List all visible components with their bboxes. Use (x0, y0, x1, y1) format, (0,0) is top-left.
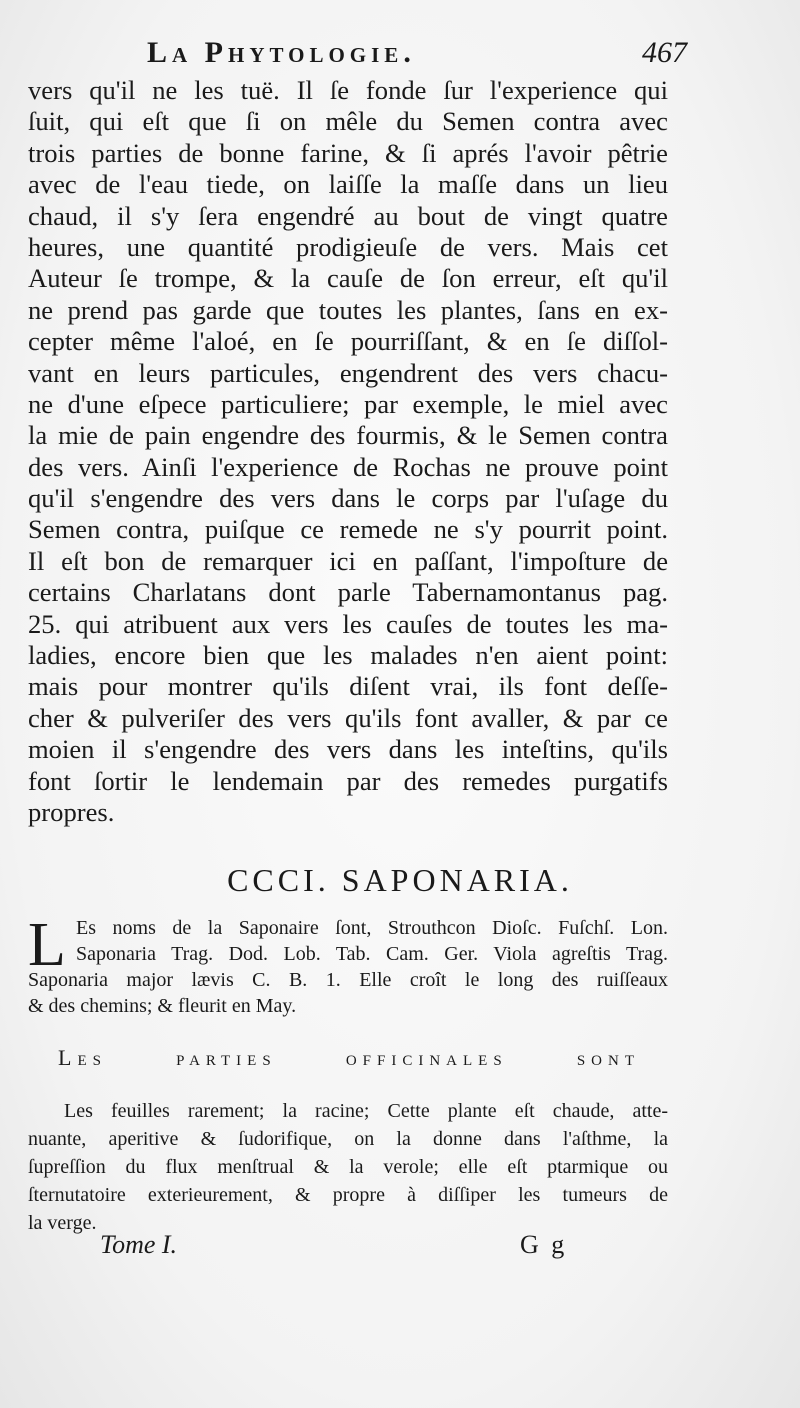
body-line: 25. qui atribuent aux vers les cauſes de toutes les ma- (28, 608, 668, 639)
section-title: CCCI. SAPONARIA. (227, 862, 573, 898)
body-line: propres. (28, 796, 115, 827)
signature-mark: G g (520, 1230, 568, 1259)
body-line: Il eſt bon de remarquer ici en paſſant, l'impoſture de (28, 545, 668, 576)
body-line: ne prend pas garde que toutes les plantes, ſans en ex- (28, 294, 668, 325)
entry-line: Es noms de la Saponaire ſont, Strouthcon Dioſc. Fuſchſ. Lon. (76, 917, 668, 939)
page-number: 467 (642, 36, 687, 69)
body-line: mais pour montrer qu'ils diſent vrai, ils font deſſe- (28, 671, 668, 702)
body-line: cepter même l'aloé, en ſe pourriſſant, & en ſe diſſol- (28, 326, 668, 357)
body-line: Semen contra, puiſque ce remede ne s'y pourrit point. (28, 514, 668, 545)
entry-line: & des chemins; & fleurit en May. (28, 995, 297, 1017)
body-line: heures, une quantité prodigieuſe de vers. Mais cet (28, 231, 668, 262)
entry-line: Saponaria major lævis C. B. 1. Elle croît le long des ruiſſeaux (28, 969, 668, 991)
body-line: trois parties de bonne farine, & ſi aprés l'avoir pêtrie (28, 137, 668, 168)
body-line: ſuit, qui eſt que ſi on mêle du Semen contra avec (28, 106, 668, 137)
entry-line: Saponaria Trag. Dod. Lob. Tab. Cam. Ger. Viola agreſtis Trag. (76, 943, 668, 965)
running-head-title: La Phytologie. (147, 36, 416, 69)
body-text (28, 75, 668, 828)
body-line: Auteur ſe trompe, & la cauſe de ſon erreur, eſt qu'il (28, 263, 668, 294)
parts-line: nuante, aperitive & ſudorifique, on la donne dans l'aſthme, la (28, 1128, 668, 1150)
parts-line: ſternutatoire exterieurement, & propre à diſſiper les tumeurs de (28, 1184, 668, 1206)
body-line: font ſortir le lendemain par des remedes purgatifs (28, 765, 668, 796)
parts-line: Les feuilles rarement; la racine; Cette plante eſt chaude, atte- (64, 1100, 668, 1122)
parts-line: ſupreſſion du flux menſtrual & la verole; elle eſt ptarmique ou (28, 1156, 668, 1178)
running-head (147, 36, 687, 76)
body-line: ne d'une eſpece particuliere; par exemple, le miel avec (28, 388, 668, 419)
body-line: des vers. Ainſi l'experience de Rochas ne prouve point (28, 451, 668, 482)
body-line: vers qu'il ne les tuë. Il ſe fonde ſur l'experience qui (28, 75, 668, 105)
body-line: vant en leurs particules, engendrent des vers chacu- (28, 357, 668, 388)
body-line: ladies, encore bien que les malades n'en aient point: (28, 640, 668, 671)
drop-cap: L (28, 911, 66, 979)
officinal-parts-text (28, 1097, 668, 1237)
body-line: qu'il s'engendre des vers dans le corps par l'uſage du (28, 483, 668, 514)
officinal-parts-heading: Les parties officinales sont (58, 1045, 640, 1070)
volume-label: Tome I. (100, 1230, 178, 1259)
page-footer (100, 1230, 580, 1266)
parts-line: la verge. (28, 1212, 97, 1234)
body-line: la mie de pain engendre des fourmis, & le Semen contra (28, 420, 668, 451)
body-line: cher & pulveriſer des vers qu'ils font avaller, & par ce (28, 702, 668, 733)
body-line: certains Charlatans dont parle Tabernamontanus pag. (28, 577, 668, 608)
body-line: avec de l'eau tiede, on laiſſe la maſſe dans un lieu (28, 169, 668, 200)
body-line: chaud, il s'y ſera engendré au bout de vingt quatre (28, 200, 668, 231)
saponaria-entry (28, 911, 668, 1019)
body-line: moien il s'engendre des vers dans les inteſtins, qu'ils (28, 734, 668, 765)
